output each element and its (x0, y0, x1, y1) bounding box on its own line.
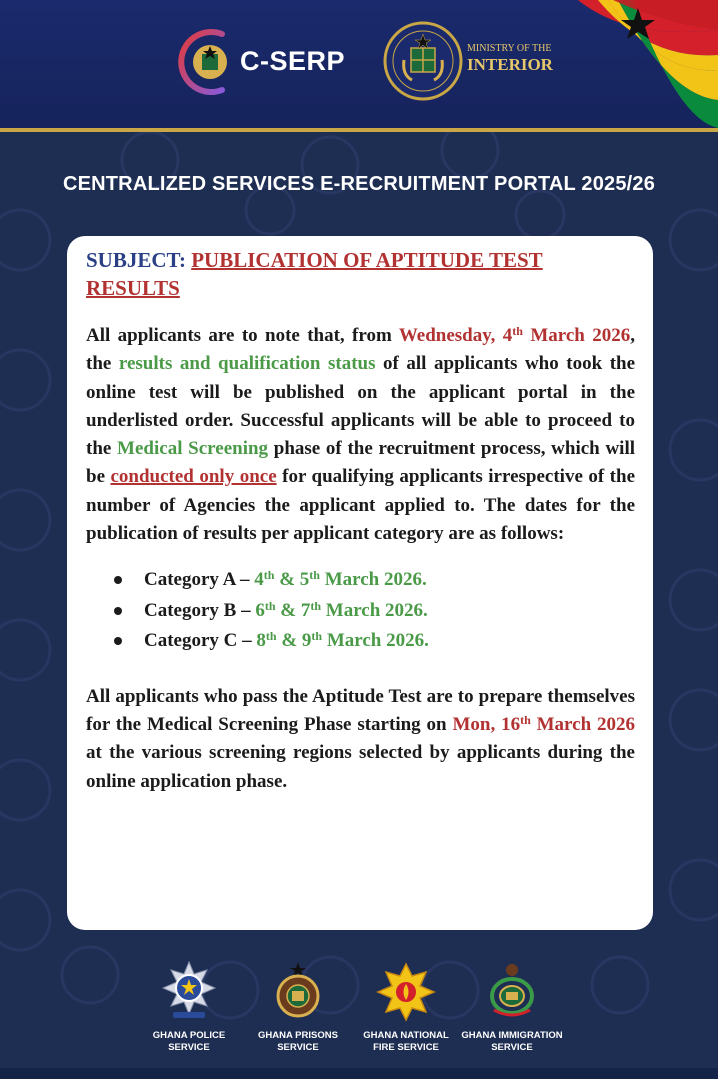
para1-text-3: of all applicants who took the online test will be published on the applicant portal in the underlisted order. Successful applicants will be able to proceed to the (86, 353, 636, 460)
agency-name-fire: GHANA NATIONAL FIRE SERVICE (363, 1030, 449, 1053)
ghana-flag (558, 0, 718, 128)
notice-paragraph-1 (86, 322, 635, 548)
ministry-line1: MINISTRY OF THE (467, 43, 552, 54)
ministry-of-interior-label (467, 44, 553, 73)
ghana-fire-service-emblem-icon (376, 960, 436, 1022)
ghana-police-emblem-icon (161, 960, 217, 1022)
notice-paragraph-2 (86, 683, 635, 796)
category-item-c: Category C – 8th & 9th March 2026. (114, 626, 635, 657)
bullet-icon (114, 607, 122, 615)
category-item-b: Category B – 6th & 7th March 2026. (114, 596, 635, 627)
subject-text: PUBLICATION OF APTITUDE TEST RESULTS (86, 248, 543, 300)
ghana-immigration-emblem-icon (484, 960, 540, 1022)
results-highlight: results and qualification status (118, 353, 376, 375)
cserp-logo-text: C-SERP (240, 46, 346, 76)
medical-screening-highlight: Medical Screening (117, 438, 269, 460)
para1-text-4: phase of the recruitment process, which will be (86, 438, 635, 488)
bottom-band (0, 1068, 718, 1079)
agency-name-prisons: GHANA PRISONS SERVICE (258, 1030, 338, 1053)
agency-police (134, 960, 244, 1054)
agency-name-immigration: GHANA IMMIGRATION SERVICE (461, 1030, 563, 1053)
ghana-prisons-emblem-icon (270, 960, 326, 1022)
para1-text-1: All applicants are to note that, from (86, 325, 399, 346)
notice-subject (86, 246, 635, 302)
para2-text-2: at the various screening regions selected by applicants during the online application phase. (86, 742, 635, 792)
category-list (86, 565, 635, 657)
agency-name-police: GHANA POLICE SERVICE (152, 1030, 226, 1053)
bullet-icon (114, 576, 122, 584)
conducted-only-once-highlight: conducted only once (110, 466, 277, 488)
subject-label: SUBJECT: (86, 248, 186, 272)
medical-screening-start-date: Mon, 16th March 2026 (452, 713, 636, 736)
para1-text-5: for qualifying applicants irrespective of the number of Agencies the applicant applied to. The dates for the publication of results per applicant category are as follows: (86, 466, 635, 545)
para2-text-1: All applicants who pass the Aptitude Test are to prepare themselves for the Medical Screening Phase starting on (86, 685, 635, 736)
agency-logos-footer (0, 960, 718, 1070)
header-banner (0, 0, 718, 132)
ghana-coat-of-arms-seal (382, 20, 464, 102)
agency-immigration (457, 960, 567, 1054)
portal-title: CENTRALIZED SERVICES E-RECRUITMENT PORTAL 2025/26 (62, 173, 656, 195)
agency-prisons (243, 960, 353, 1054)
publication-start-date: Wednesday, 4th March 2026 (398, 324, 631, 346)
category-item-a: Category A – 4th & 5th March 2026. (114, 565, 635, 596)
ministry-line2: INTERIOR (467, 55, 553, 74)
notice-card (67, 236, 653, 930)
agency-fire (351, 960, 461, 1054)
bullet-icon (114, 637, 122, 645)
para1-text-2: , the (86, 325, 635, 375)
